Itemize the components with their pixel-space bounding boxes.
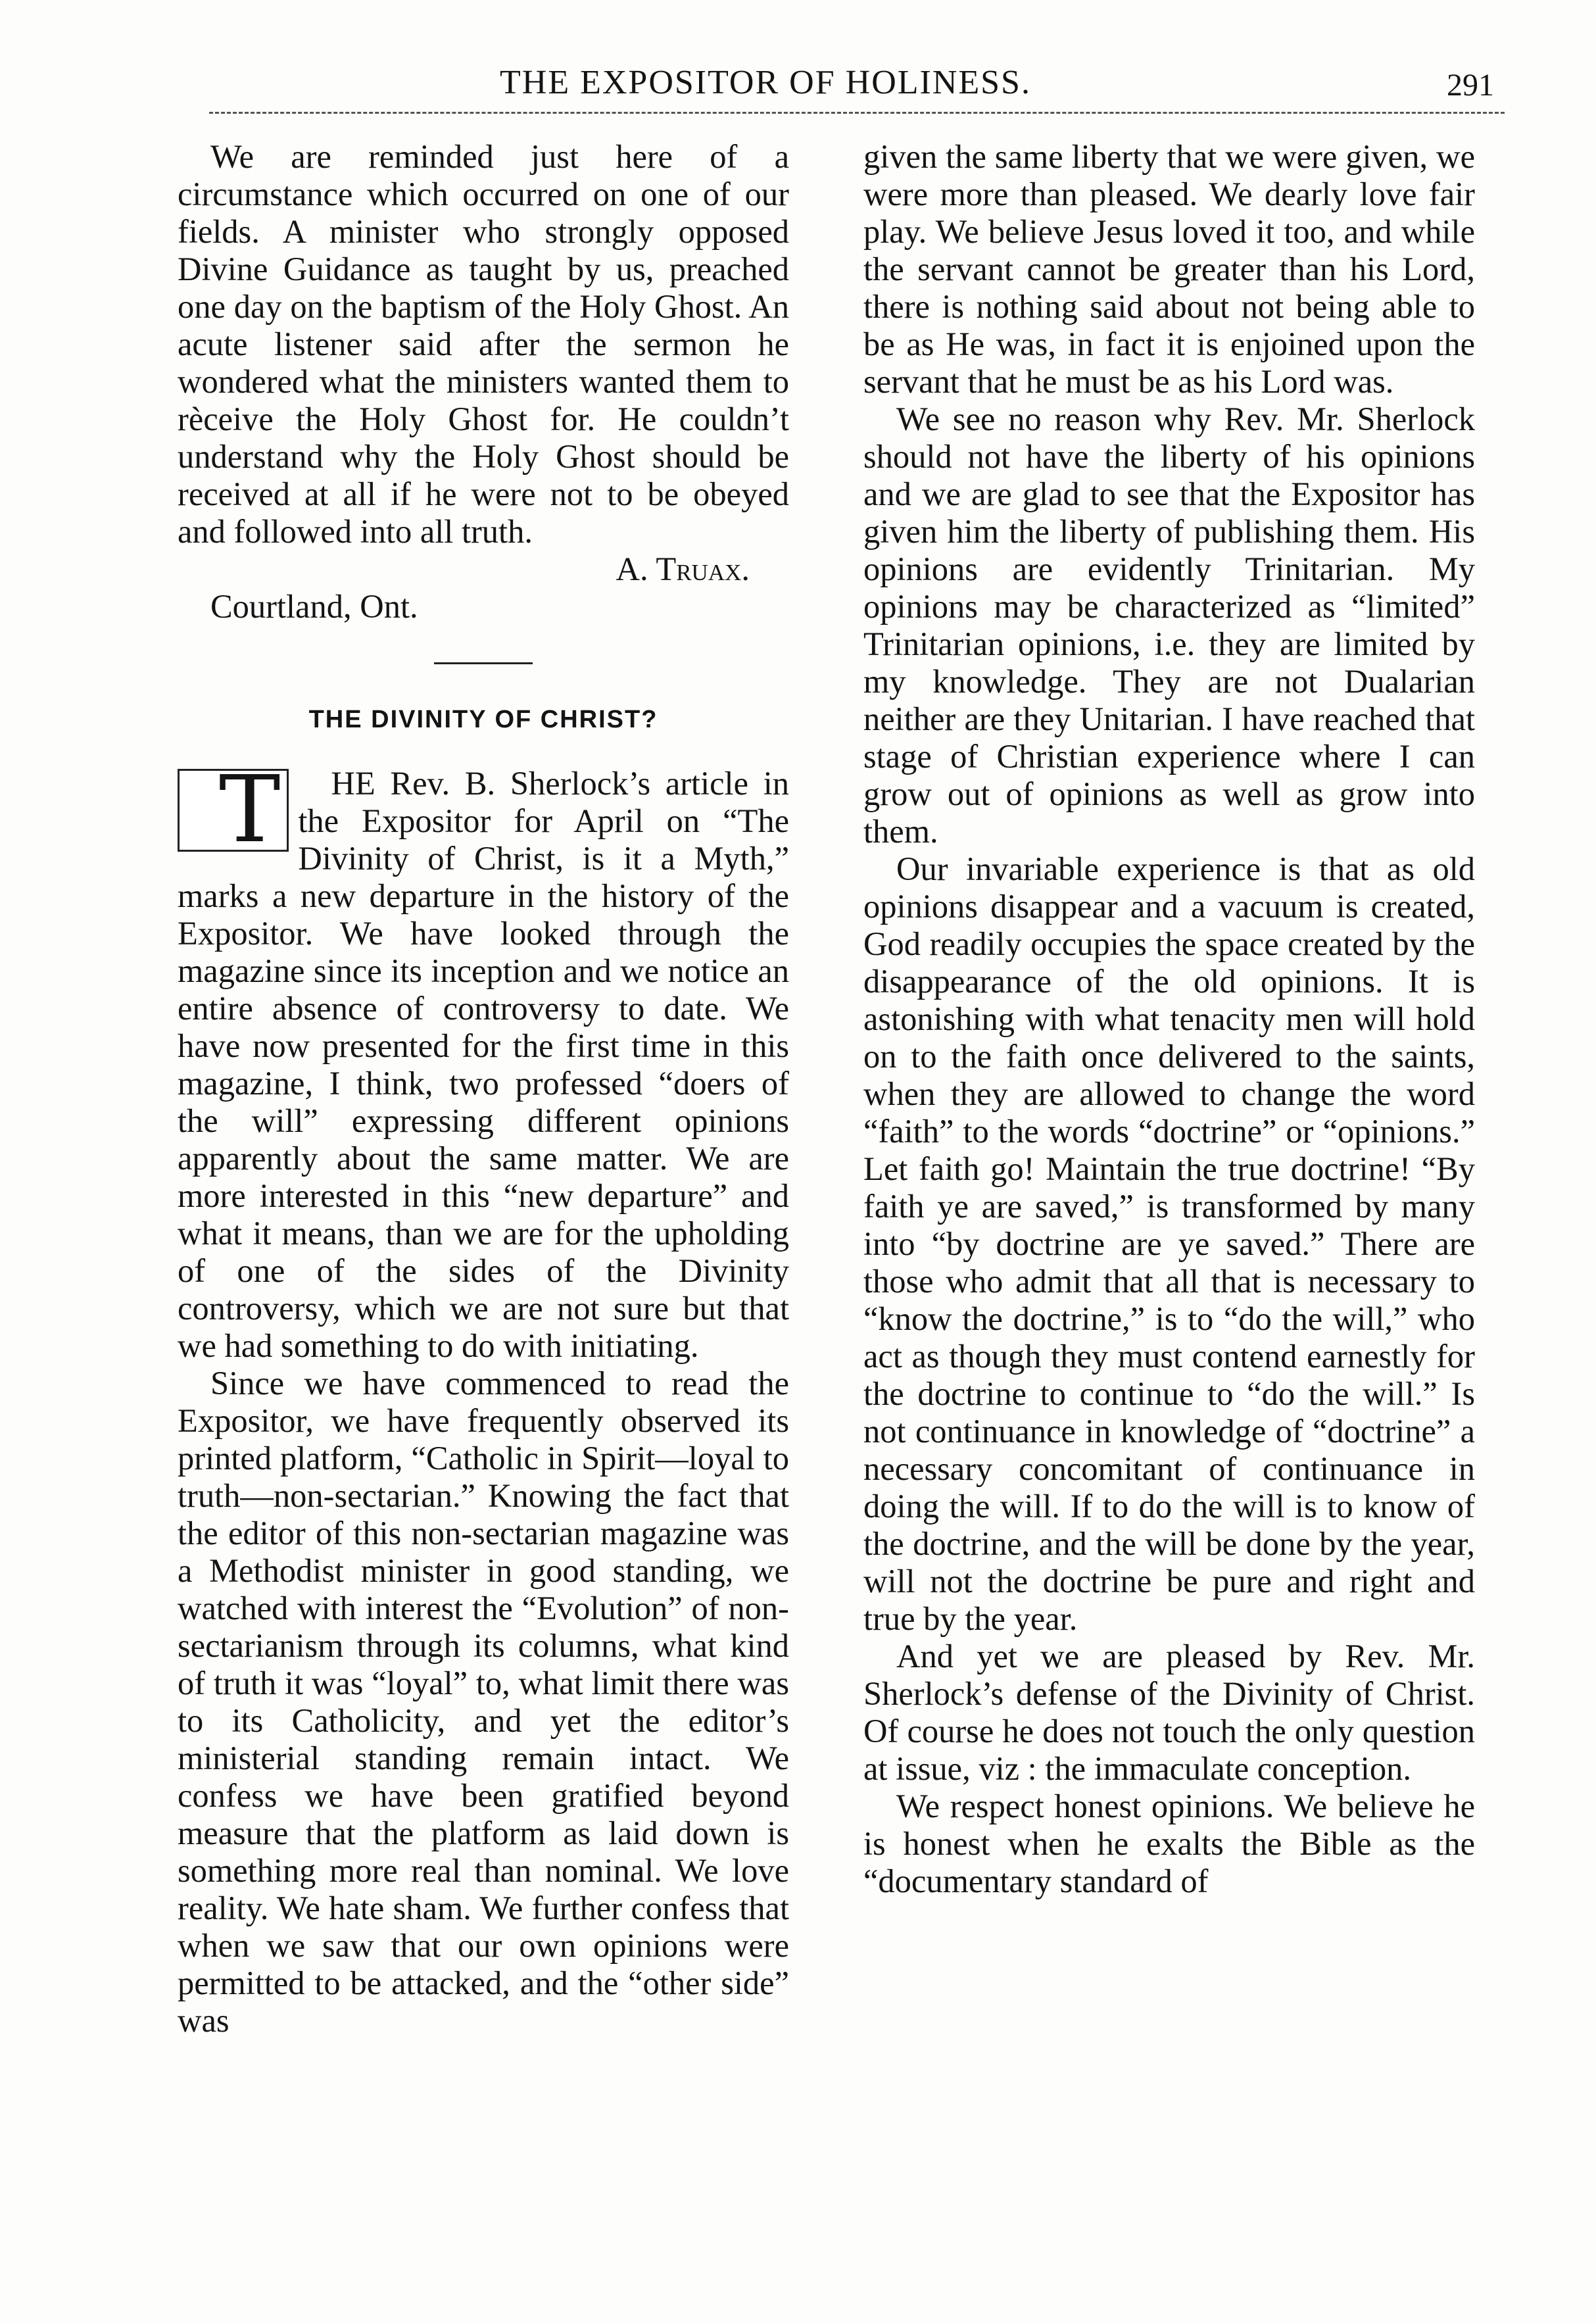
right-paragraph-1: given the same liberty that we were given, we were more than pleased. We dearly love fair play. We believe Jesus loved it too, and while the servant cannot be greater than his Lord, there is nothing said about not being able to be as He was, in fact it is enjoined upon the servant that he must be as his Lord was. [863,138,1475,400]
right-paragraph-3: Our invariable experience is that as old opinions disappear and a vacuum is created, God readily occupies the space created by the disappearance of the old opinions. It is astonishing with what tenacity men will hold on to the faith once delivered to the saints, when they are allowed to change the word “faith” to the words “doctrine” or “opinions.” Let faith go! Maintain the true doctrine! “By faith ye are saved,” is transformed by many into “by doctrine are ye saved.” There are those who admit that all that is necessary to “know the doctrine,” is to “do the will,” who act as though they must contend earnestly for the doctrine to continue to “do the will.” Is not continuance in knowledge of “doctrine” a necessary concomitant of continuance in doing the will. If to do the will is to know of the doctrine, and the will be done by the year, will not the doctrine be pure and right and true by the year. [863,850,1475,1637]
opening-paragraph-text: HE Rev. B. Sherlock’s article in the Expositor for April on “The Divinity of Christ, is it a Myth,” marks a new departure in the history of the Expositor. We have looked through the magazine since its inception and we notice an entire absence of controversy to date. We have now presented for the first time in this magazine, I think, two professed “doers of the will” expressing different opinions apparently about the same matter. We are more interested in this “new departure” and what it means, than we are for the upholding of one of the sides of the Divinity controversy, which we are not sure but that we had something to do with initiating. [178,765,789,1364]
running-title: THE EXPOSITOR OF HOLINESS. [500,64,1031,101]
right-column [863,138,1475,1900]
drop-cap-letter: T [178,769,289,852]
left-column [178,138,789,2040]
section-divider [434,662,533,664]
left-paragraph-3: Since we have commenced to read the Expositor, we have frequently observed its printed platform, “Catholic in Spirit—loyal to truth—non-sectarian.” Knowing the fact that the editor of this non-sectarian magazine was a Methodist minister in good standing, we watched with interest the “Evolution” of non-sectarianism through its columns, what kind of truth it was “loyal” to, what limit there was to its Catholicity, and yet the editor’s ministerial standing remain intact. We confess we have been gratified beyond measure that the platform as laid down is something more real than nominal. We love reality. We hate sham. We further confess that when we saw that our own opinions were permitted to be attacked, and the “other side” was [178,1365,789,2039]
page-header [197,63,1512,116]
article-opening-paragraph [178,756,789,1365]
signature: A. Truax. [616,550,750,587]
place-line: Courtland, Ont. [210,588,418,625]
article-title: THE DIVINITY OF CHRIST? [308,706,658,733]
right-paragraph-4: And yet we are pleased by Rev. Mr. Sherlock’s defense of the Divinity of Christ. Of course he does not touch the only question at issue, viz : the immaculate conception. [863,1638,1475,1787]
header-rule [209,112,1505,114]
left-paragraph-1: We are reminded just here of a circumstance which occurred on one of our fields. A minister who strongly opposed Divine Guidance as taught by us, preached one day on the baptism of the Holy Ghost. An acute listener said after the sermon he wondered what the ministers wanted them to rèceive the Holy Ghost for. He couldn’t understand why the Holy Ghost should be received at all if he were not to be obeyed and followed into all truth. [178,138,789,550]
page-number: 291 [1447,68,1494,103]
right-paragraph-2: We see no reason why Rev. Mr. Sherlock should not have the liberty of his opinions and we are glad to see that the Expositor has given him the liberty of publishing them. His opinions are evidently Trinitarian. My opinions may be characterized as “limited” Trinitarian opinions, i.e. they are limited by my knowledge. They are not Dualarian neither are they Unitarian. I have reached that stage of Christian experience where I can grow out of opinions as well as grow into them. [863,401,1475,850]
right-paragraph-5: We respect honest opinions. We believe he is honest when he exalts the Bible as the “documentary standard of [863,1788,1475,1899]
